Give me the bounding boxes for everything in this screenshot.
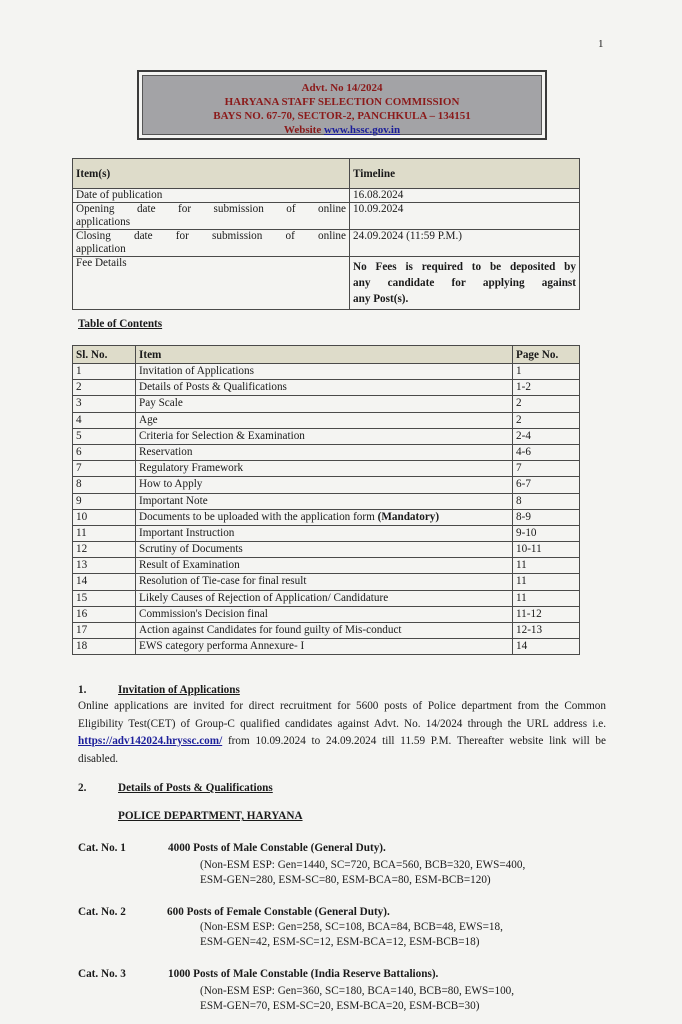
toc-row — [73, 558, 580, 574]
toc-item: EWS category performa Annexure- I — [136, 639, 513, 655]
timeline-value: 24.09.2024 (11:59 P.M.) — [350, 230, 580, 257]
category-title: 1000 Posts of Male Constable (India Reserve Battalions). — [168, 968, 439, 980]
category-details: (Non-ESM ESP: Gen=258, SC=108, BCA=84, BCB=48, EWS=18, ESM-GEN=42, ESM-SC=12, ESM-BCA=12, ESM-BCB=18) — [200, 921, 503, 948]
section-number: 1. — [78, 684, 87, 696]
section-number: 2. — [78, 782, 87, 794]
toc-page-no: 2 — [513, 412, 580, 428]
toc-sl-no: 9 — [73, 493, 136, 509]
toc-sl-no: 11 — [73, 525, 136, 541]
timeline-item: Date of publication — [73, 189, 350, 203]
timeline-item: Closing date for submission of online application — [73, 230, 350, 257]
toc-item: Details of Posts & Qualifications — [136, 380, 513, 396]
category-details: (Non-ESM ESP: Gen=360, SC=180, BCA=140, BCB=80, EWS=100, ESM-GEN=70, ESM-SC=20, ESM-BCA=20, ESM-BCB=30) — [200, 985, 515, 1012]
category-label: Cat. No. 1 — [78, 842, 126, 854]
toc-sl-no: 1 — [73, 364, 136, 380]
toc-sl-no: 6 — [73, 444, 136, 460]
organization-name: HARYANA STAFF SELECTION COMMISSION — [224, 96, 460, 108]
application-url-link[interactable]: https://adv142024.hryssc.com/ — [78, 735, 223, 747]
toc-sl-no: 13 — [73, 558, 136, 574]
toc-item-emphasis: (Mandatory) — [377, 510, 440, 523]
toc-row — [73, 461, 580, 477]
toc-sl-no: 15 — [73, 590, 136, 606]
section-title: Invitation of Applications — [118, 684, 240, 696]
timeline-value: 10.09.2024 — [350, 203, 580, 230]
toc-row — [73, 428, 580, 444]
toc-page-no: 4-6 — [513, 444, 580, 460]
toc-sl-no: 16 — [73, 606, 136, 622]
toc-page-no: 1-2 — [513, 380, 580, 396]
toc-item: Resolution of Tie-case for final result — [136, 574, 513, 590]
website-line — [143, 123, 541, 137]
timeline-row — [73, 189, 580, 203]
toc-item: Reservation — [136, 444, 513, 460]
toc-item: Age — [136, 412, 513, 428]
page-number: 1 — [598, 38, 604, 50]
department-heading: POLICE DEPARTMENT, HARYANA — [118, 810, 303, 822]
toc-title: Table of Contents — [78, 318, 163, 330]
toc-sl-no: 10 — [73, 509, 136, 525]
toc-page-no: 11-12 — [513, 606, 580, 622]
toc-body — [73, 364, 580, 655]
toc-item: Regulatory Framework — [136, 461, 513, 477]
timeline-row — [73, 230, 580, 257]
toc-sl-no: 3 — [73, 396, 136, 412]
category-label: Cat. No. 2 — [78, 906, 126, 918]
toc-sl-no: 5 — [73, 428, 136, 444]
toc-item: Criteria for Selection & Examination — [136, 428, 513, 444]
website-link[interactable]: www.hssc.gov.in — [323, 124, 401, 136]
toc-item: Documents to be uploaded with the application form (Mandatory) — [136, 509, 513, 525]
advertisement-header — [137, 70, 547, 140]
toc-row — [73, 542, 580, 558]
column-header-sl-no: Sl. No. — [73, 346, 136, 364]
toc-page-no: 11 — [513, 574, 580, 590]
timeline-row — [73, 203, 580, 230]
toc-row — [73, 574, 580, 590]
toc-item: Pay Scale — [136, 396, 513, 412]
toc-page-no: 11 — [513, 590, 580, 606]
toc-sl-no: 18 — [73, 639, 136, 655]
toc-row — [73, 639, 580, 655]
toc-item: Scrutiny of Documents — [136, 542, 513, 558]
timeline-item: Fee Details — [73, 257, 350, 310]
toc-sl-no: 7 — [73, 461, 136, 477]
toc-item: Likely Causes of Rejection of Application/ Candidature — [136, 590, 513, 606]
timeline-value: 16.08.2024 — [350, 189, 580, 203]
toc-item: Action against Candidates for found guilty of Mis-conduct — [136, 623, 513, 639]
timeline-header-row — [73, 159, 580, 189]
toc-page-no: 14 — [513, 639, 580, 655]
toc-sl-no: 4 — [73, 412, 136, 428]
website-label: Website — [283, 124, 322, 136]
organization-address: BAYS NO. 67-70, SECTOR-2, PANCHKULA – 134151 — [213, 110, 471, 122]
toc-item: Invitation of Applications — [136, 364, 513, 380]
toc-row — [73, 364, 580, 380]
toc-item: Important Note — [136, 493, 513, 509]
toc-sl-no: 8 — [73, 477, 136, 493]
toc-row — [73, 477, 580, 493]
toc-page-no: 8-9 — [513, 509, 580, 525]
toc-sl-no: 17 — [73, 623, 136, 639]
toc-item: How to Apply — [136, 477, 513, 493]
section-1-paragraph: Online applications are invited for direct recruitment for 5600 posts of Police department from the Common Eligibility Test(CET) of Group-C qualified candidates against Advt. No. 14/2024 through the URL address i.e. https://adv142024.hryssc.com/ from 10.09.2024 to 24.09.2024 till 11.59 P.M. Thereafter website link will be disabled. — [78, 700, 606, 765]
timeline-item: Opening date for submission of online applications — [73, 203, 350, 230]
toc-page-no: 7 — [513, 461, 580, 477]
toc-sl-no: 2 — [73, 380, 136, 396]
toc-row — [73, 493, 580, 509]
toc-page-no: 10-11 — [513, 542, 580, 558]
toc-row — [73, 509, 580, 525]
toc-page-no: 6-7 — [513, 477, 580, 493]
header-banner — [142, 75, 542, 135]
toc-page-no: 2-4 — [513, 428, 580, 444]
category-details: (Non-ESM ESP: Gen=1440, SC=720, BCA=560, BCB=320, EWS=400, ESM-GEN=280, ESM-SC=80, ESM-BCA=80, ESM-BCB=120) — [200, 859, 526, 886]
toc-item: Important Instruction — [136, 525, 513, 541]
timeline-value: No Fees is required to be deposited by any candidate for applying against any Post(s). — [350, 257, 580, 310]
timeline-table — [72, 158, 580, 310]
category-title: 600 Posts of Female Constable (General Duty). — [167, 906, 390, 918]
toc-item: Result of Examination — [136, 558, 513, 574]
toc-row — [73, 623, 580, 639]
toc-sl-no: 14 — [73, 574, 136, 590]
advt-number: Advt. No 14/2024 — [301, 82, 383, 94]
toc-row — [73, 380, 580, 396]
toc-page-no: 12-13 — [513, 623, 580, 639]
column-header-page-no: Page No. — [513, 346, 580, 364]
toc-header-row — [73, 346, 580, 364]
toc-table — [72, 345, 580, 655]
toc-page-no: 9-10 — [513, 525, 580, 541]
toc-page-no: 2 — [513, 396, 580, 412]
toc-item: Commission's Decision final — [136, 606, 513, 622]
toc-page-no: 11 — [513, 558, 580, 574]
section-title: Details of Posts & Qualifications — [118, 782, 273, 794]
toc-page-no: 8 — [513, 493, 580, 509]
toc-row — [73, 444, 580, 460]
column-header-item: Item — [136, 346, 513, 364]
toc-row — [73, 396, 580, 412]
column-header-timeline: Timeline — [350, 159, 580, 189]
toc-row — [73, 606, 580, 622]
timeline-row — [73, 257, 580, 310]
column-header-items: Item(s) — [73, 159, 350, 189]
category-title: 4000 Posts of Male Constable (General Duty). — [168, 842, 386, 854]
toc-row — [73, 525, 580, 541]
toc-page-no: 1 — [513, 364, 580, 380]
category-label: Cat. No. 3 — [78, 968, 126, 980]
toc-row — [73, 590, 580, 606]
toc-sl-no: 12 — [73, 542, 136, 558]
toc-row — [73, 412, 580, 428]
